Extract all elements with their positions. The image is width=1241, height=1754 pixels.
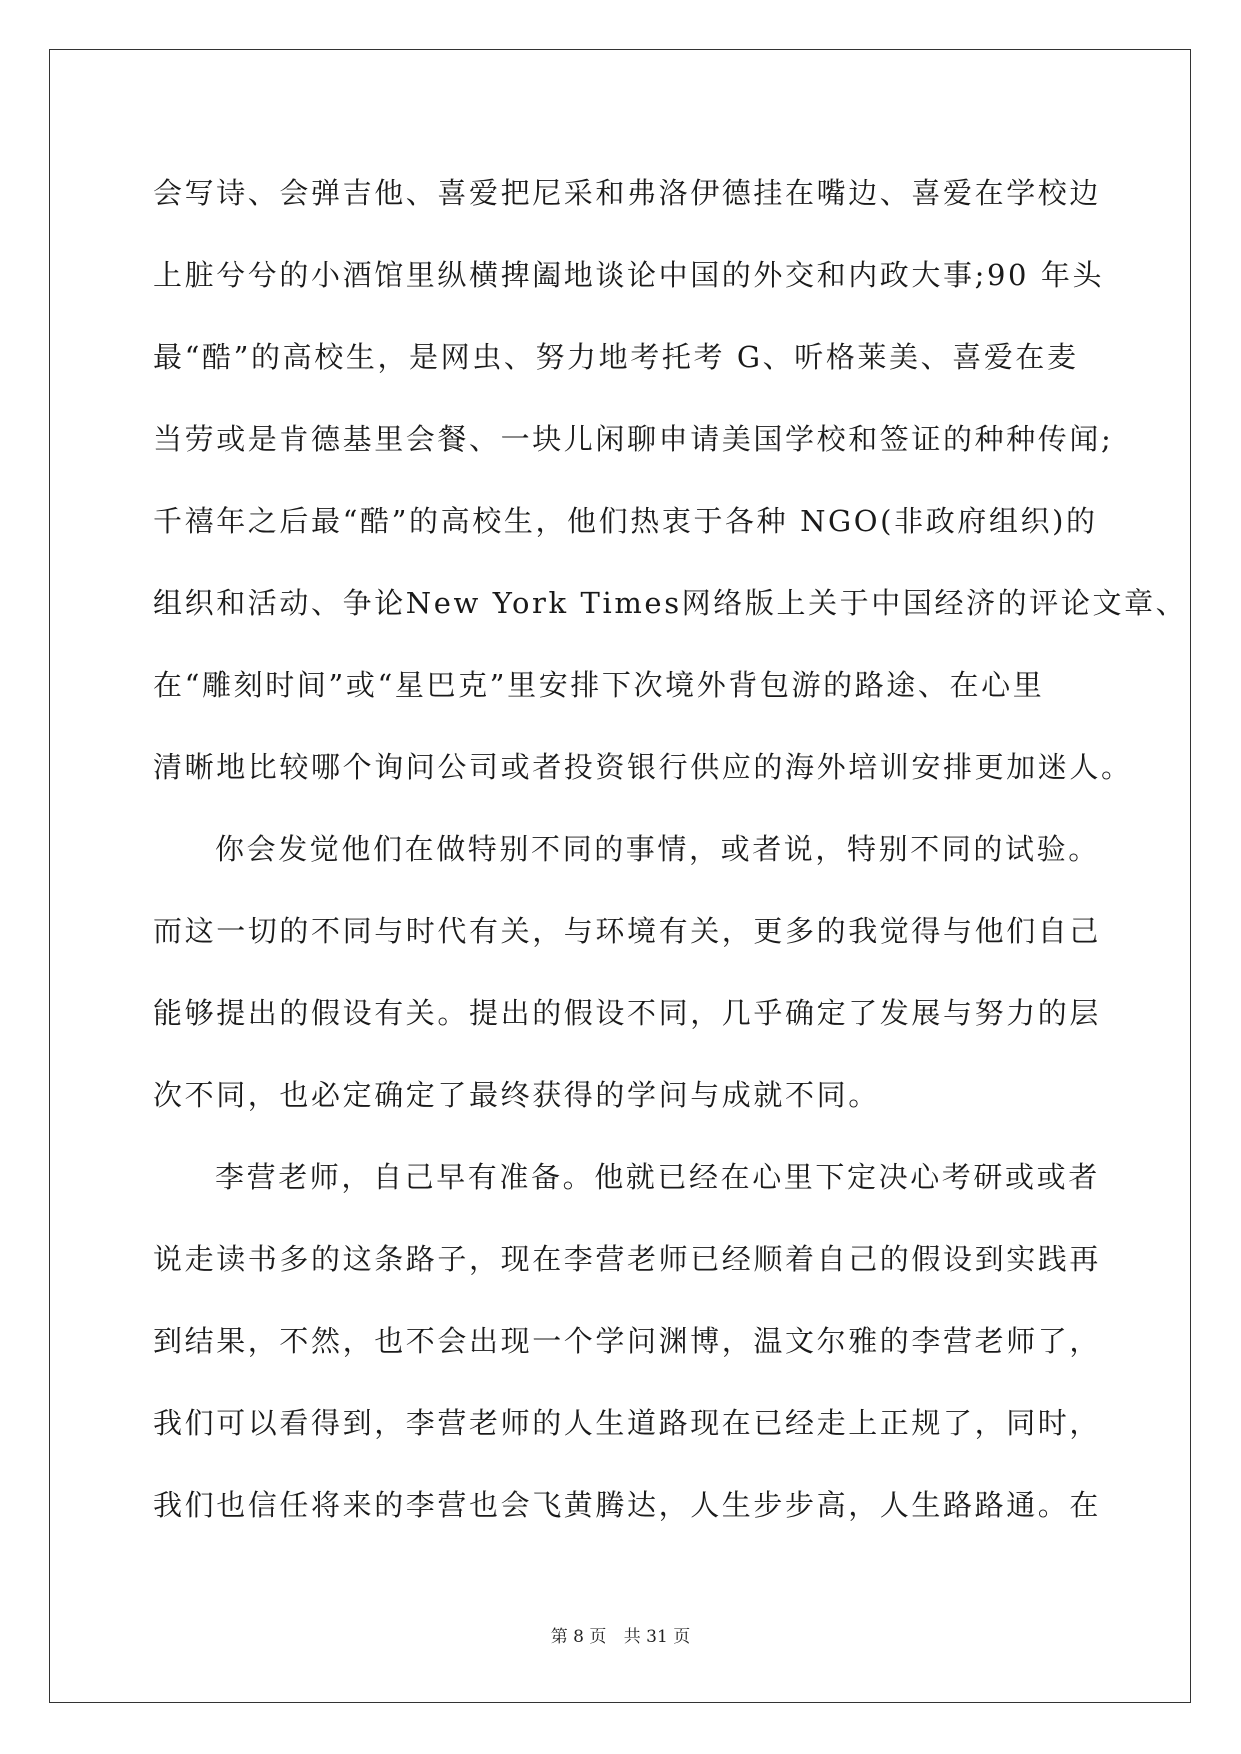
text-line: 千禧年之后最“酷”的高校生，他们热衷于各种 NGO(非政府组织)的 bbox=[153, 504, 1098, 538]
text-line: 能够提出的假设有关。提出的假设不同，几乎确定了发展与努力的层 bbox=[153, 996, 1102, 1030]
text-line: 到结果，不然，也不会出现一个学问渊博，温文尔雅的李营老师了， bbox=[153, 1324, 1102, 1358]
text-line: 组织和活动、争论New York Times网络版上关于中国经济的评论文章、 bbox=[153, 586, 1188, 620]
document-body bbox=[153, 152, 1188, 1546]
text-line: 会写诗、会弹吉他、喜爱把尼采和弗洛伊德挂在嘴边、喜爱在学校边 bbox=[153, 176, 1102, 210]
paragraph-start-line: 李营老师，自己早有准备。他就已经在心里下定决心考研或或者 bbox=[215, 1160, 1100, 1194]
text-line: 当劳或是肯德基里会餐、一块儿闲聊申请美国学校和签证的种种传闻; bbox=[153, 422, 1114, 456]
text-line: 清晰地比较哪个询问公司或者投资银行供应的海外培训安排更加迷人。 bbox=[153, 750, 1133, 784]
total-pages: 共 31 页 bbox=[623, 1627, 691, 1647]
paragraph-start-line: 你会发觉他们在做特别不同的事情，或者说，特别不同的试验。 bbox=[215, 832, 1100, 866]
text-line: 在“雕刻时间”或“星巴克”里安排下次境外背包游的路途、在心里 bbox=[153, 668, 1045, 702]
page-footer bbox=[0, 1622, 1241, 1647]
text-line: 次不同，也必定确定了最终获得的学问与成就不同。 bbox=[153, 1078, 880, 1112]
text-line: 上脏兮兮的小酒馆里纵横捭阖地谈论中国的外交和内政大事;90 年头 bbox=[153, 258, 1105, 292]
text-line: 我们也信任将来的李营也会飞黄腾达，人生步步高，人生路路通。在 bbox=[153, 1488, 1102, 1522]
text-line: 而这一切的不同与时代有关，与环境有关，更多的我觉得与他们自己 bbox=[153, 914, 1102, 948]
text-line: 说走读书多的这条路子，现在李营老师已经顺着自己的假设到实践再 bbox=[153, 1242, 1102, 1276]
text-line: 最“酷”的高校生，是网虫、努力地考托考 G、听格莱美、喜爱在麦 bbox=[153, 340, 1079, 374]
page-number: 第 8 页 bbox=[550, 1627, 607, 1647]
text-line: 我们可以看得到，李营老师的人生道路现在已经走上正规了，同时， bbox=[153, 1406, 1102, 1440]
